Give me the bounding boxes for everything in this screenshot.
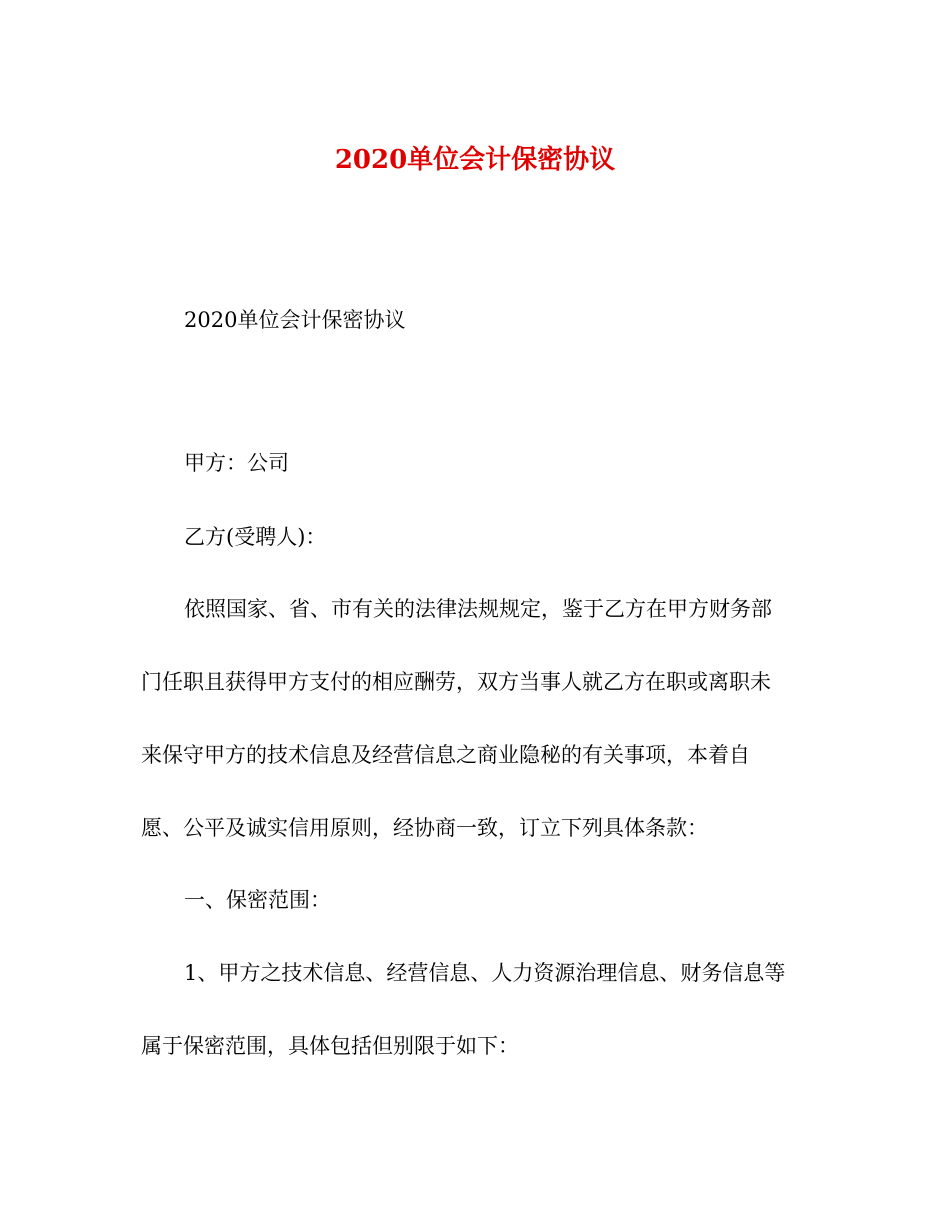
document-subtitle: 2020单位会计保密协议	[184, 308, 406, 332]
intro-paragraph-line: 依照国家、省、市有关的法律法规规定，鉴于乙方在甲方财务部	[184, 597, 772, 621]
intro-paragraph-line: 来保守甲方的技术信息及经营信息之商业隐秘的有关事项，本着自	[141, 743, 750, 767]
document-title: 2020单位会计保密协议	[334, 145, 616, 175]
clause-line: 1、甲方之技术信息、经营信息、人力资源治理信息、财务信息等	[184, 961, 786, 985]
intro-paragraph-line: 愿、公平及诚实信用原则，经协商一致，订立下列具体条款：	[141, 816, 708, 840]
intro-paragraph-line: 门任职且获得甲方支付的相应酬劳，双方当事人就乙方在职或离职未	[141, 670, 771, 694]
party-b-line: 乙方(受聘人)：	[184, 525, 327, 549]
clause-line: 属于保密范围，具体包括但别限于如下：	[141, 1034, 519, 1058]
party-a-line: 甲方：公司	[184, 451, 289, 475]
section-heading: 一、保密范围：	[184, 888, 331, 912]
